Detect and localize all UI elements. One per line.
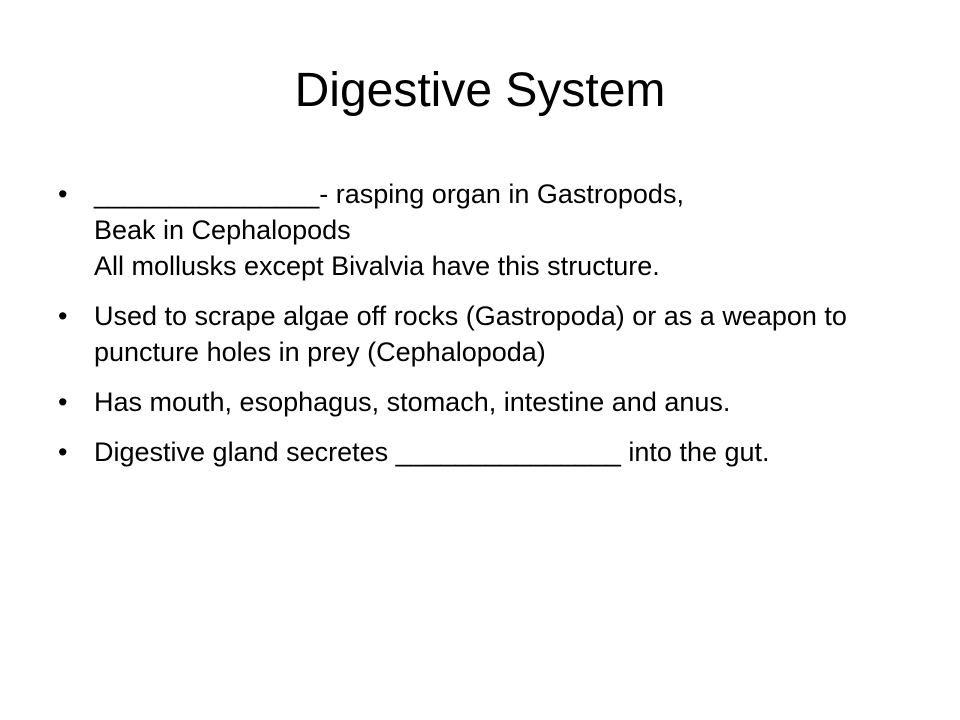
fill-in-blank: _______________ [395,437,621,467]
bullet-line [94,176,928,212]
bullet-icon: • [58,387,68,417]
fill-in-blank: _______________ [94,179,320,209]
bullet-line-2: Beak in Cephalopods [94,215,351,245]
slide-title: Digestive System [294,64,666,117]
bullet-item-radula [58,176,928,284]
bullet-text-after: into the gut. [620,437,770,467]
bullet-icon: • [58,301,68,331]
bullet-text: - rasping organ in Gastropods, [319,179,684,209]
bullet-item-anatomy [58,384,928,420]
bullet-text: Used to scrape algae off rocks (Gastropoda) or as a weapon to puncture holes in prey (Cephalopoda) [94,301,847,367]
bullet-text-before: Digestive gland secretes [94,437,396,467]
bullet-icon: • [58,179,68,209]
bullet-line-3: All mollusks except Bivalvia have this structure. [94,251,660,281]
bullet-item-gland [58,434,928,470]
bullet-item-usage [58,298,928,370]
bullet-icon: • [58,437,68,467]
bullet-list [58,176,928,484]
bullet-text: Has mouth, esophagus, stomach, intestine and anus. [94,387,731,417]
